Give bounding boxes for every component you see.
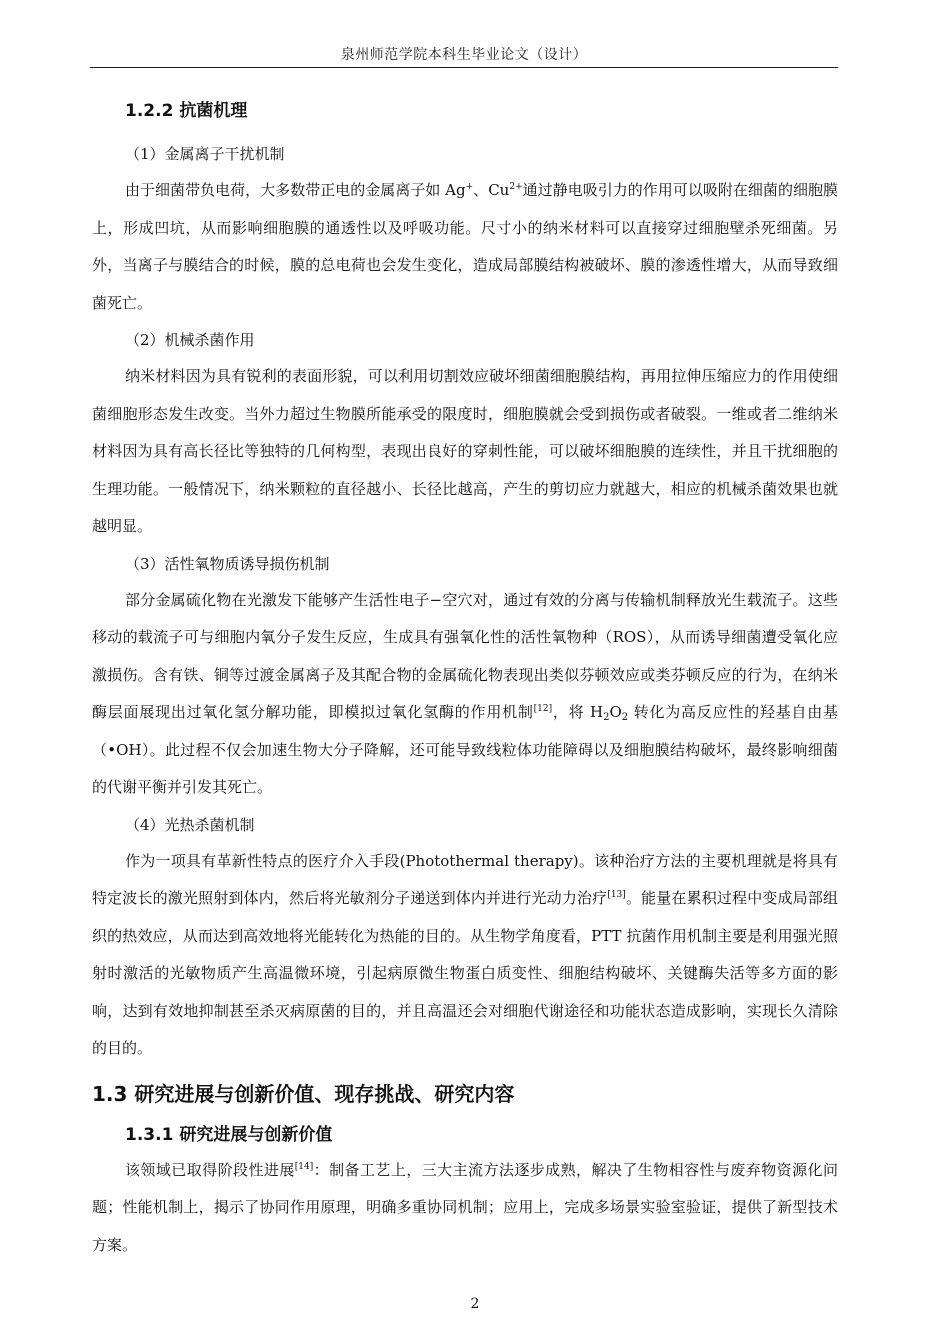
text-run: 由于细菌带负电荷，大多数带正电的金属离子如 Ag bbox=[125, 181, 466, 199]
paragraph-ros bbox=[92, 582, 838, 807]
page-body bbox=[92, 92, 838, 1264]
superscript: 2+ bbox=[509, 182, 523, 192]
text-run: O bbox=[609, 703, 622, 721]
paragraph-progress bbox=[92, 1152, 838, 1265]
text-run: 部分金属硫化物在光激发下能够产生活性电子−空穴对，通过有效的分离与传输机制释放光生载流子。这些移动的载流子可与细胞内氧分子发生反应，生成具有强氧化性的活性氧物种（ROS），从而诱导细菌遭受氧化应激损伤。含有铁、铜等过渡金属离子及其配合物的金属硫化物表现出类似芬顿效应或类芬顿反应的行为，在纳米酶层面展现出过氧化氢分解功能，即模拟过氧化氢酶的作用机制 bbox=[92, 590, 838, 721]
text-run: 作为一项具有革新性特点的医疗介入手段(Photothermal therapy)。该种治疗方法的主要机理就是将具有特定波长的激光照射到体内，然后将光敏剂分子递送到体内并进行光动力治疗 bbox=[92, 851, 838, 907]
subscript: 2 bbox=[603, 712, 610, 723]
text-run: 该领域已取得阶段性进展 bbox=[125, 1160, 295, 1179]
text-run: 通过静电吸引力的作用可以吸附在细菌的细胞膜上，形成凹坑，从而影响细胞膜的通透性以及呼吸功能。尺寸小的纳米材料可以直接穿过细胞壁杀死细菌。另外，当离子与膜结合的时候，膜的总电荷也会发生变化，造成局部膜结构被破坏、膜的渗透性增大，从而导致细菌死亡。 bbox=[92, 181, 838, 312]
citation-ref: [13] bbox=[607, 890, 626, 900]
subheading-metal-ion: （1）金属离子干扰机制 bbox=[125, 145, 285, 163]
paragraph-metal-ion bbox=[92, 172, 838, 322]
citation-ref: [12] bbox=[533, 704, 553, 714]
paragraph-mechanical: 纳米材料因为具有锐利的表面形貌，可以利用切割效应破坏细菌细胞膜结构，再用拉伸压缩应力的作用使细菌细胞形态发生改变。当外力超过生物膜所能承受的限度时，细胞膜就会受到损伤或者破裂。一维或者二维纳米材料因为具有高长径比等独特的几何构型，表现出良好的穿刺性能，可以破坏细胞膜的连续性，并且干扰细胞的生理功能。一般情况下，纳米颗粒的直径越小、长径比越高，产生的剪切应力就越大，相应的机械杀菌效果也就越明显。 bbox=[92, 367, 838, 535]
paragraph-photothermal bbox=[92, 843, 838, 1068]
subheading-ros: （3）活性氧物质诱导损伤机制 bbox=[125, 554, 330, 573]
citation-ref: [14] bbox=[294, 1161, 314, 1172]
text-run: 、Cu bbox=[473, 181, 510, 199]
subscript: 2 bbox=[621, 712, 629, 723]
section-heading-1-2-2: 1.2.2 抗菌机理 bbox=[125, 101, 248, 121]
text-run: 转化为高反应性的羟基自由基（•OH）。此过程不仅会加速生物大分子降解，还可能导致线粒体功能障碍以及细胞膜结构破坏，最终影响细菌的代谢平衡并引发其死亡。 bbox=[92, 703, 838, 796]
text-run: 。能量在累积过程中变成局部组织的热效应，从而达到高效地将光能转化为热能的目的。从生物学角度看，PTT 抗菌作用机制主要是利用强光照射时激活的光敏物质产生高温微环境，引起病原微生物蛋白质变性、细胞结构破坏、关键酶失活等多方面的影响，达到有效地抑制甚至杀灭病原菌的目的，并且高温还会对细胞代谢途径和功能状态造成影响，实现长久清除的目的。 bbox=[92, 889, 838, 1057]
subheading-mechanical: （2）机械杀菌作用 bbox=[125, 331, 255, 349]
running-header: 泉州师范学院本科生毕业论文（设计） bbox=[340, 47, 588, 63]
section-heading-1-3-1: 1.3.1 研究进展与创新价值 bbox=[125, 1124, 333, 1145]
page-number: 2 bbox=[470, 1296, 480, 1312]
text-run: ：制备工艺上，三大主流方法逐步成熟，解决了生物相容性与废弃物资源化问题；性能机制上，揭示了协同作用原理，明确多重协同机制；应用上，完成多场景实验室验证，提供了新型技术方案。 bbox=[92, 1160, 838, 1254]
section-heading-1-3: 1.3 研究进展与创新价值、现存挑战、研究内容 bbox=[92, 1081, 515, 1106]
subheading-photothermal: （4）光热杀菌机制 bbox=[125, 815, 255, 834]
superscript: + bbox=[465, 182, 474, 192]
text-run: ，将 H bbox=[552, 703, 604, 721]
header-rule bbox=[90, 67, 838, 68]
